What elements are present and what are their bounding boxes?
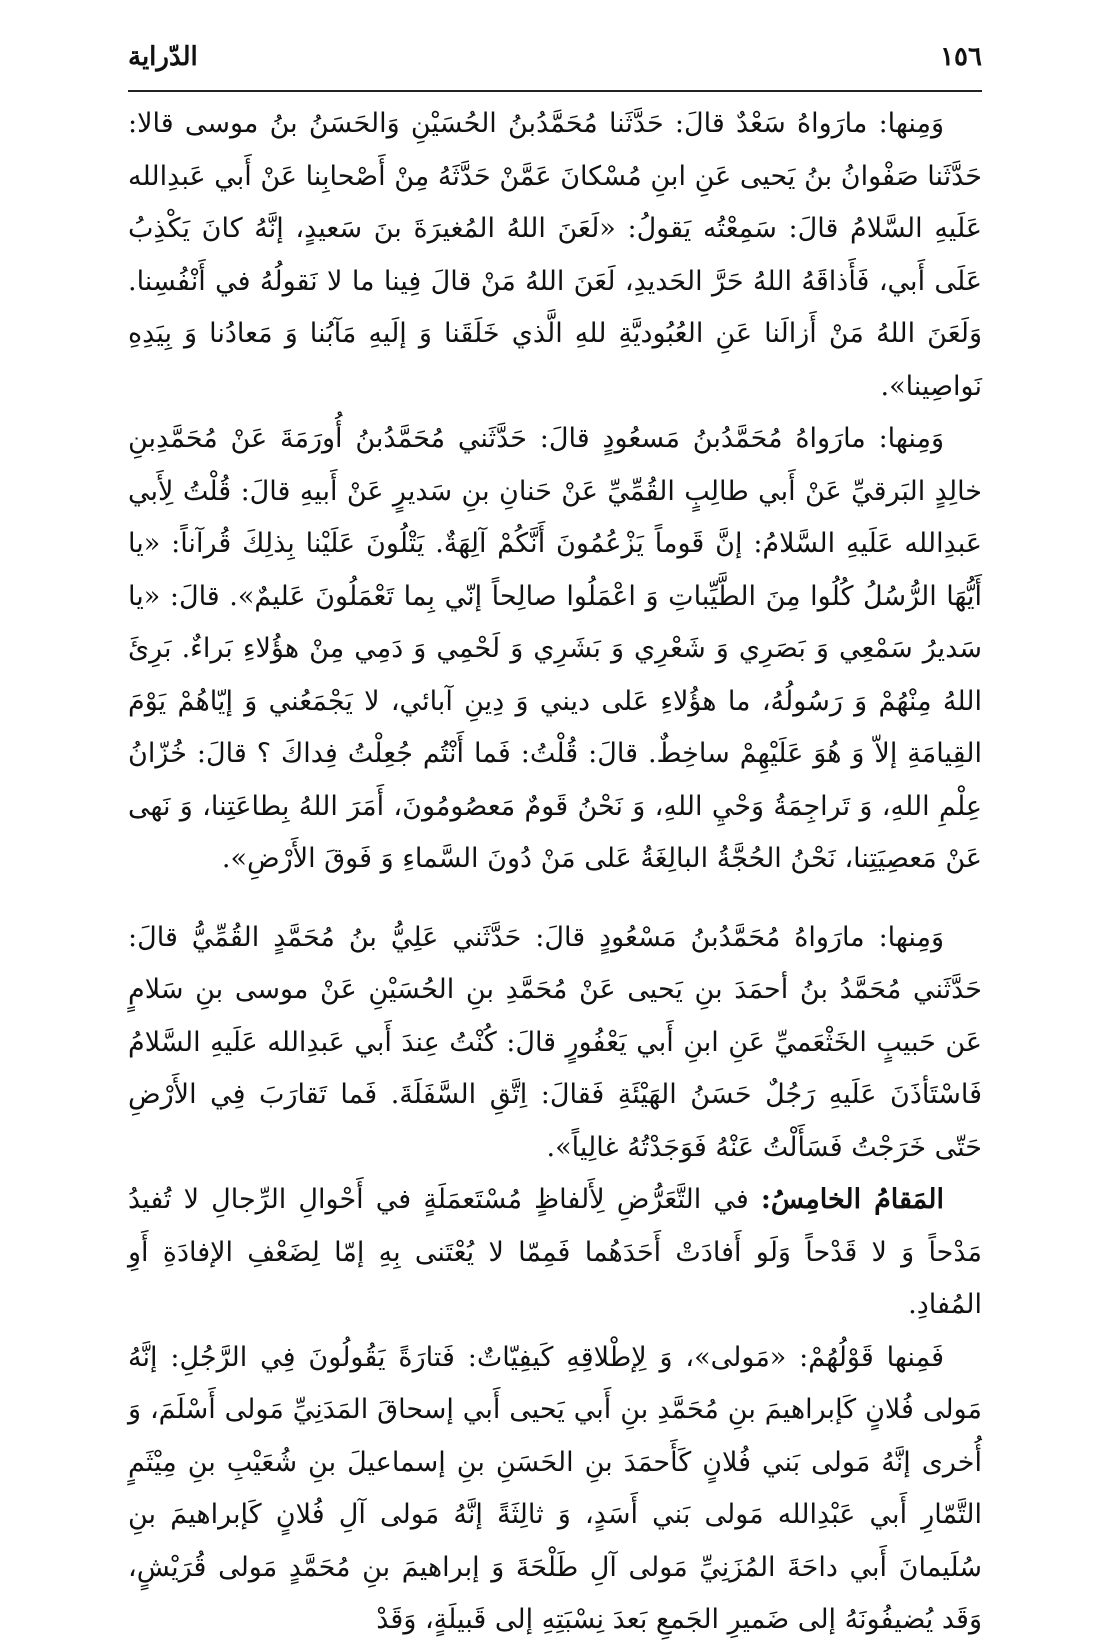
paragraph-fifth-station — [128, 1174, 982, 1332]
paragraph-gap — [128, 886, 982, 912]
running-title: الدّراية — [128, 42, 198, 72]
page-body — [128, 98, 982, 1647]
page-number: ١٥٦ — [940, 42, 982, 72]
paragraph-ibn-abi-yafur-narration: وَمِنها: مارَواهُ مُحَمَّدُبنُ مَسْعُودٍ قالَ: حَدَّثَني عَلِيُّ بنُ مُحَمَّدٍ القُمِّيُّ قالَ: حَدَّثَني مُحَمَّدُ بنُ أحمَدَ بنِ يَحيى عَنْ مُحَمَّدِ بنِ الحُسَيْنِ عَنْ موسى بنِ سَلامٍ عَن حَبيبٍ الخَثْعَميِّ عَنِ ابنِ أَبي يَعْفُورٍ قالَ: كُنْتُ عِندَ أَبي عَبدِالله عَلَيهِ السَّلامُ فَاسْتَأذَنَ عَلَيهِ رَجُلٌ حَسَنُ الهَيْئَةِ فَقالَ: اِتَّقِ السَّفَلَةَ. فَما تَقارَبَ فِي الأَرْضِ حَتّى خَرَجْتُ فَسَأَلْتُ عَنْهُ فَوَجَدْتُهُ غالِياً». — [128, 921, 982, 1163]
paragraph-sadir-narration: وَمِنها: مارَواهُ مُحَمَّدُبنُ مَسعُودٍ قالَ: حَدَّثَني مُحَمَّدُبنُ أُورَمَةَ عَنْ مُحَمَّدِبنِ خالِدٍ البَرقيِّ عَنْ أَبي طالِبٍ القُمِّيِّ عَنْ حَنانِ بنِ سَديرٍ عَنْ أَبيهِ قالَ: قُلْتُ لِأَبي عَبدِالله عَلَيهِ السَّلامُ: إنَّ قَوماً يَزْعُمُونَ أَنَّكُمْ آلِهَةٌ. يَتْلُونَ عَلَيْنا بِذلِكَ قُرآناً: «يا أَيُّهَا الرُّسُلُ كُلُوا مِنَ الطَّيِّباتِ وَ اعْمَلُوا صالِحاً إنّي بِما تَعْمَلُونَ عَليمٌ». قالَ: «يا سَديرُ سَمْعِي وَ بَصَرِي وَ شَعْرِي وَ بَشَرِي وَ لَحْمِي وَ دَمِي مِنْ هؤُلاءِ بَراءٌ. بَرِئَ اللهُ مِنْهُمْ وَ رَسُولُهُ، ما هؤُلاءِ عَلى ديني وَ دِينِ آبائي، لا يَجْمَعُني وَ إيّاهُمْ يَوْمَ القِيامَةِ إلاّ وَ هُوَ عَلَيْهِمْ ساخِطٌ. قالَ: قُلْتُ: فَما أَنْتُم جُعِلْتُ فِداكَ ؟ قالَ: خُزّانُ عِلْمِ اللهِ، وَ تَراجِمَةُ وَحْيِ اللهِ، وَ نَحْنُ قَومٌ مَعصُومُونَ، أَمَرَ اللهُ بِطاعَتِنا، وَ نَهى عَنْ مَعصِيَتِنا، نَحْنُ الحُجَّةُ البالِغَةُ عَلى مَنْ دُونَ السَّماءِ وَ فَوقَ الأَرْضِ». — [128, 423, 982, 874]
paragraph-saad-narration: وَمِنها: مارَواهُ سَعْدٌ قالَ: حَدَّثَنا مُحَمَّدُبنُ الحُسَيْنِ وَالحَسَنُ بنُ موسى قالا: حَدَّثَنا صَفْوانُ بنُ يَحيى عَنِ ابنِ مُسْكانَ عَمَّنْ حَدَّثَهُ مِنْ أَصْحابِنا عَنْ أَبي عَبدِالله عَلَيهِ السَّلامُ قالَ: سَمِعْتُه يَقولُ: «لَعَنَ اللهُ المُغيرَةَ بنَ سَعيدٍ، إنَّهُ كانَ يَكْذِبُ عَلَى أَبي، فَأَذاقَهُ اللهُ حَرَّ الحَديدِ، لَعَنَ اللهُ مَنْ قالَ فِينا ما لا نَقولُهُ في أَنْفُسِنا. وَلَعَنَ اللهُ مَنْ أَزالَنا عَنِ العُبُوديَّةِ للهِ الَّذي خَلَقَنا وَ إلَيهِ مَآبُنا وَ مَعادُنا وَ بِيَدِهِ نَواصِينا». — [128, 108, 982, 402]
header-rule — [128, 90, 982, 92]
paragraph-mawla: فَمِنها قَوْلُهُمْ: «مَولى»، وَ لِإطْلاقِهِ كَيفِيّاتٌ: فَتارَةً يَقُولُونَ فِي الرَّجُلِ: إنَّهُ مَولى فُلانٍ كَإبراهيمَ بنِ مُحَمَّدِ بنِ أَبي يَحيى أَبي إسحاقَ المَدَنِيِّ مَولى أَسْلَمَ، وَ أُخرى إنَّهُ مَولى بَني فُلانٍ كَأَحمَدَ بنِ الحَسَنِ بنِ إسماعيلَ بنِ شُعَيْبِ بنِ مِيْثَمٍ التَّمّارِ أَبي عَبْدِالله مَولى بَني أَسَدٍ، وَ ثالِثَةً إنَّهُ مَولى آلِ فُلانٍ كَإبراهيمَ بنِ سُلَيمانَ أَبي داحَةَ المُزَنِيِّ مَولى آلِ طَلْحَةَ وَ إبراهيمَ بنِ مُحَمَّدٍ مَولى قُرَيْشٍ، وَقَد يُضيفُونَهُ إلى ضَميرِ الجَمعِ بَعدَ نِسْبَتِهِ إلى قَبيلَةٍ، وَقَدْ — [128, 1341, 982, 1635]
page-header — [128, 40, 982, 84]
section-heading-text: في التَّعَرُّضِ لِأَلفاظٍ مُسْتَعمَلَةٍ في أَحْوالِ الرِّجالِ لا تُفيدُ مَدْحاً وَ لا قَدْحاً وَلَو أَفادَتْ أَحَدَهُما فَمِمّا لا يُعْتَنى بِهِ إمّا لِضَعْفِ الإفادَةِ أَوِ المُفادِ. — [128, 1184, 982, 1320]
section-heading: المَقامُ الخامِسُ: — [760, 1184, 945, 1215]
